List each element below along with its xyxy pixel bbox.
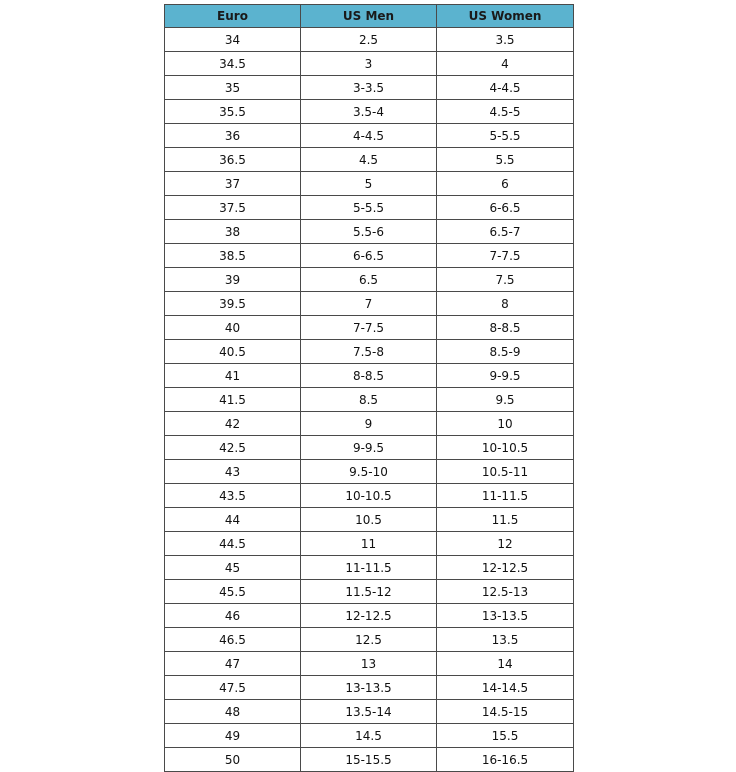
table-row: [165, 412, 574, 436]
cell-us-women: 13.5: [437, 628, 574, 652]
cell-euro: 40.5: [165, 340, 301, 364]
cell-us-men: 7-7.5: [301, 316, 437, 340]
cell-us-women: 12: [437, 532, 574, 556]
cell-euro: 45.5: [165, 580, 301, 604]
cell-us-women: 6.5-7: [437, 220, 574, 244]
cell-euro: 49: [165, 724, 301, 748]
cell-us-women: 10: [437, 412, 574, 436]
cell-us-women: 16-16.5: [437, 748, 574, 772]
table-row: [165, 220, 574, 244]
cell-us-women: 8.5-9: [437, 340, 574, 364]
cell-us-women: 4.5-5: [437, 100, 574, 124]
cell-euro: 46: [165, 604, 301, 628]
cell-euro: 34: [165, 28, 301, 52]
table-row: [165, 484, 574, 508]
cell-us-women: 4-4.5: [437, 76, 574, 100]
cell-us-men: 10-10.5: [301, 484, 437, 508]
header-row: [165, 5, 574, 28]
cell-us-men: 3-3.5: [301, 76, 437, 100]
table-row: [165, 28, 574, 52]
table-row: [165, 76, 574, 100]
cell-euro: 35.5: [165, 100, 301, 124]
cell-us-women: 7-7.5: [437, 244, 574, 268]
cell-us-men: 3: [301, 52, 437, 76]
table-row: [165, 172, 574, 196]
cell-us-men: 14.5: [301, 724, 437, 748]
cell-us-men: 15-15.5: [301, 748, 437, 772]
table-header: [165, 5, 574, 28]
cell-euro: 39.5: [165, 292, 301, 316]
table-row: [165, 532, 574, 556]
cell-us-men: 8.5: [301, 388, 437, 412]
table-row: [165, 700, 574, 724]
cell-us-men: 6-6.5: [301, 244, 437, 268]
cell-euro: 36: [165, 124, 301, 148]
cell-us-men: 4.5: [301, 148, 437, 172]
cell-us-women: 14.5-15: [437, 700, 574, 724]
size-conversion-table: [164, 4, 574, 772]
cell-us-women: 5.5: [437, 148, 574, 172]
cell-euro: 42.5: [165, 436, 301, 460]
cell-us-men: 13-13.5: [301, 676, 437, 700]
table-row: [165, 508, 574, 532]
cell-us-women: 9-9.5: [437, 364, 574, 388]
table-row: [165, 580, 574, 604]
cell-us-men: 11: [301, 532, 437, 556]
table-row: [165, 148, 574, 172]
cell-us-women: 10.5-11: [437, 460, 574, 484]
table-row: [165, 316, 574, 340]
cell-euro: 41: [165, 364, 301, 388]
cell-us-men: 5-5.5: [301, 196, 437, 220]
cell-us-men: 12-12.5: [301, 604, 437, 628]
header-us-men: US Men: [301, 5, 437, 28]
table-row: [165, 364, 574, 388]
cell-us-men: 12.5: [301, 628, 437, 652]
cell-us-women: 14-14.5: [437, 676, 574, 700]
table-row: [165, 460, 574, 484]
cell-us-men: 6.5: [301, 268, 437, 292]
table-row: [165, 436, 574, 460]
cell-us-women: 8-8.5: [437, 316, 574, 340]
cell-us-men: 13: [301, 652, 437, 676]
cell-us-men: 9.5-10: [301, 460, 437, 484]
cell-euro: 40: [165, 316, 301, 340]
cell-us-men: 7: [301, 292, 437, 316]
cell-us-men: 13.5-14: [301, 700, 437, 724]
cell-us-men: 8-8.5: [301, 364, 437, 388]
table-row: [165, 52, 574, 76]
table-row: [165, 124, 574, 148]
cell-euro: 38.5: [165, 244, 301, 268]
cell-euro: 36.5: [165, 148, 301, 172]
cell-euro: 47.5: [165, 676, 301, 700]
table-row: [165, 676, 574, 700]
cell-euro: 50: [165, 748, 301, 772]
cell-euro: 34.5: [165, 52, 301, 76]
cell-us-women: 11-11.5: [437, 484, 574, 508]
cell-us-men: 11-11.5: [301, 556, 437, 580]
table-row: [165, 196, 574, 220]
cell-us-women: 4: [437, 52, 574, 76]
cell-euro: 47: [165, 652, 301, 676]
cell-euro: 38: [165, 220, 301, 244]
header-us-women: US Women: [437, 5, 574, 28]
table-row: [165, 244, 574, 268]
cell-us-men: 3.5-4: [301, 100, 437, 124]
cell-euro: 45: [165, 556, 301, 580]
cell-us-women: 9.5: [437, 388, 574, 412]
header-euro: Euro: [165, 5, 301, 28]
table-row: [165, 100, 574, 124]
cell-euro: 43.5: [165, 484, 301, 508]
cell-us-women: 7.5: [437, 268, 574, 292]
cell-euro: 35: [165, 76, 301, 100]
cell-us-men: 11.5-12: [301, 580, 437, 604]
cell-us-women: 8: [437, 292, 574, 316]
cell-us-women: 15.5: [437, 724, 574, 748]
cell-euro: 37: [165, 172, 301, 196]
cell-us-men: 4-4.5: [301, 124, 437, 148]
cell-us-men: 9: [301, 412, 437, 436]
cell-euro: 37.5: [165, 196, 301, 220]
table-row: [165, 604, 574, 628]
cell-us-women: 6: [437, 172, 574, 196]
cell-us-men: 5.5-6: [301, 220, 437, 244]
cell-us-women: 5-5.5: [437, 124, 574, 148]
cell-euro: 46.5: [165, 628, 301, 652]
cell-euro: 44.5: [165, 532, 301, 556]
cell-us-women: 12-12.5: [437, 556, 574, 580]
cell-us-women: 6-6.5: [437, 196, 574, 220]
cell-us-women: 14: [437, 652, 574, 676]
table-row: [165, 748, 574, 772]
cell-us-women: 11.5: [437, 508, 574, 532]
cell-us-men: 7.5-8: [301, 340, 437, 364]
table-row: [165, 292, 574, 316]
cell-us-men: 2.5: [301, 28, 437, 52]
cell-us-women: 3.5: [437, 28, 574, 52]
cell-us-women: 12.5-13: [437, 580, 574, 604]
cell-us-men: 5: [301, 172, 437, 196]
table-row: [165, 652, 574, 676]
cell-us-men: 9-9.5: [301, 436, 437, 460]
cell-euro: 42: [165, 412, 301, 436]
table-row: [165, 628, 574, 652]
table-row: [165, 268, 574, 292]
cell-euro: 39: [165, 268, 301, 292]
cell-euro: 48: [165, 700, 301, 724]
table-body: [165, 28, 574, 772]
cell-us-men: 10.5: [301, 508, 437, 532]
cell-euro: 43: [165, 460, 301, 484]
table-row: [165, 340, 574, 364]
cell-euro: 44: [165, 508, 301, 532]
cell-us-women: 13-13.5: [437, 604, 574, 628]
cell-euro: 41.5: [165, 388, 301, 412]
table-row: [165, 556, 574, 580]
cell-us-women: 10-10.5: [437, 436, 574, 460]
table-row: [165, 388, 574, 412]
